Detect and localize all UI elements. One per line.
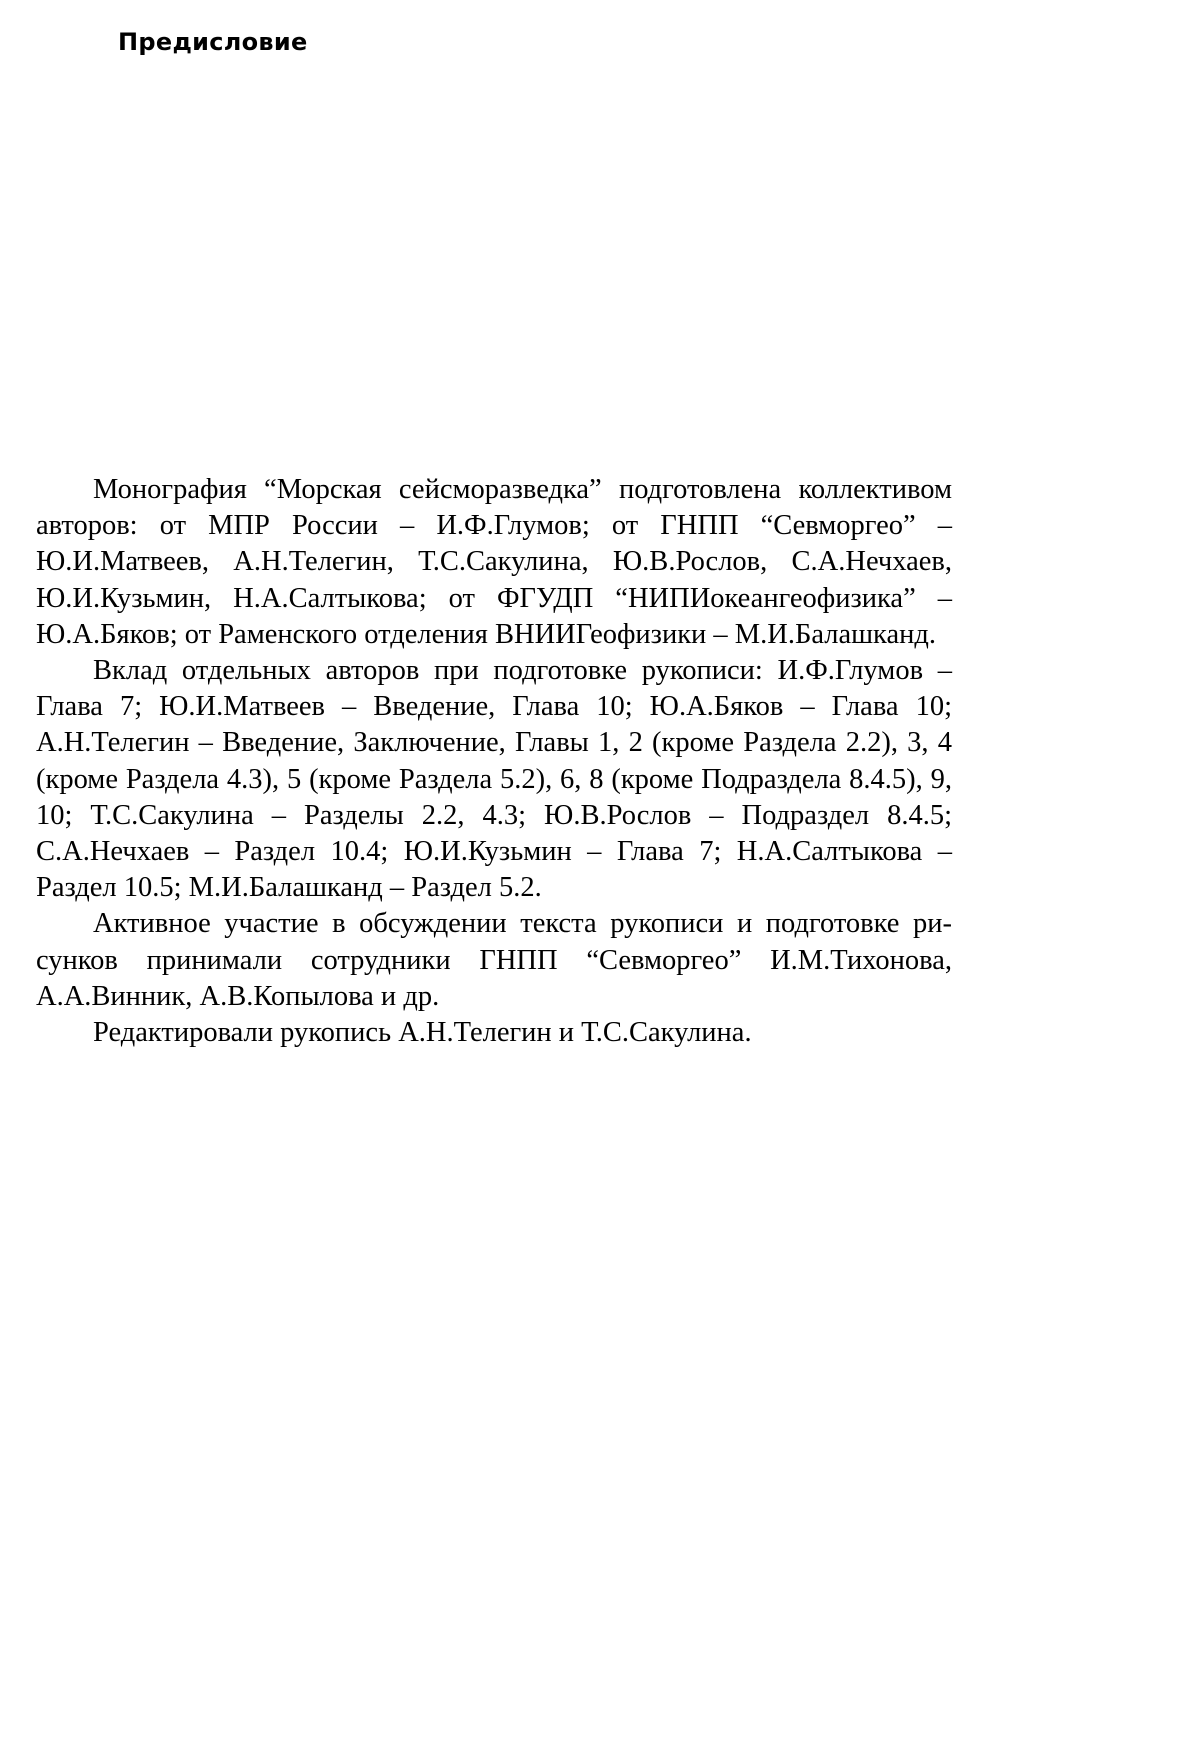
paragraph-editors: Редактировали рукопись А.Н.Телегин и Т.С.Сакулина. [93, 1017, 752, 1049]
paragraph-contributions: Вклад отдельных авторов при подготовке рукописи: И.Ф.Глумов – Глава 7; Ю.И.Матвеев – Введение, Глава 10; Ю.А.Бяков – Глава 10; А.Н.Телегин – Введение, Заключение, Главы 1, 2 (кроме Раздела 2.2), 3, 4 (кроме Раздела 4.3), 5 (кроме Раздела 5.2), 6, 8 (кроме Подраздела 8.4.5), 9, 10; Т.С.Сакулина – Разделы 2.2, 4.3; Ю.В.Рослов – Подраздел 8.4.5; С.А.Нечхаев – Раздел 10.4; Ю.И.Кузьмин – Глава 7; Н.А.Салтыкова – Раздел 10.5; М.И.Балашканд – Раздел 5.2. [36, 655, 952, 904]
paragraph-participation: Активное участие в обсуждении текста рукописи и подготовке рисунков принимали сотрудники ГНПП “Севморгео” И.М.Тихонова, А.А.Винник, А.В.Копылова и др. [36, 908, 952, 1012]
paragraph-authors: Монография “Морская сейсморазведка” подготовлена коллективом авторов: от МПР России – И.Ф.Глумов; от ГНПП “Севморгео” – Ю.И.Матвеев, А.Н.Телегин, Т.С.Сакулина, Ю.В.Рослов, С.А.Нечхаев, Ю.И.Кузьмин, Н.А.Салтыкова; от ФГУДП “НИПИокеангеофизика” – Ю.А.Бяков; от Раменского отделения ВНИИГеофизики – М.И.Балашканд. [36, 474, 952, 650]
page-heading: Предисловие [118, 28, 308, 56]
body-text [36, 472, 952, 1051]
